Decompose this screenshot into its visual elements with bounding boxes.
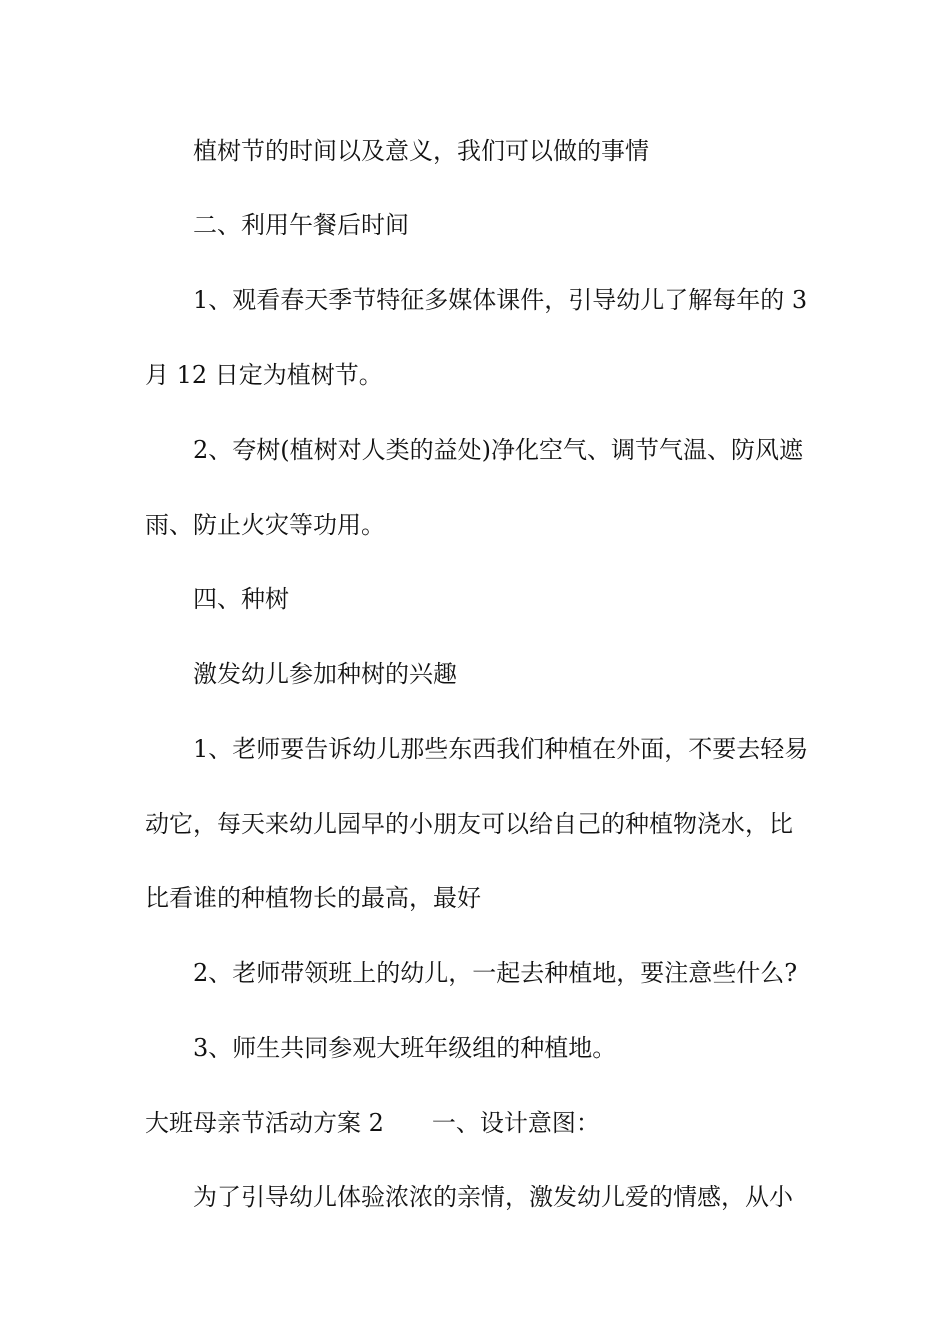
paragraph-line: 比看谁的种植物长的最高，最好 bbox=[145, 884, 481, 912]
paragraph-line: 激发幼儿参加种树的兴趣 bbox=[193, 660, 457, 688]
paragraph-line: 二、利用午餐后时间 bbox=[193, 211, 409, 239]
paragraph-line: 植树节的时间以及意义，我们可以做的事情 bbox=[193, 137, 649, 165]
paragraph-line: 雨、防止火灾等功用。 bbox=[145, 511, 385, 539]
section-heading-line bbox=[145, 1106, 810, 1140]
paragraph-line: 2、夸树(植树对人类的益处)净化空气、调节气温、防风遮 bbox=[193, 436, 803, 464]
section-subtitle: 一、设计意图： bbox=[431, 1109, 600, 1137]
paragraph-line: 为了引导幼儿体验浓浓的亲情，激发幼儿爱的情感，从小 bbox=[193, 1183, 793, 1211]
section-title: 大班母亲节活动方案 2 bbox=[145, 1109, 384, 1137]
paragraph-line: 3、师生共同参观大班年级组的种植地。 bbox=[193, 1034, 617, 1062]
paragraph-line: 1、老师要告诉幼儿那些东西我们种植在外面，不要去轻易 bbox=[193, 735, 809, 763]
paragraph-line: 动它，每天来幼儿园早的小朋友可以给自己的种植物浇水，比 bbox=[145, 810, 793, 838]
paragraph-line: 四、种树 bbox=[193, 585, 289, 613]
paragraph-line: 2、老师带领班上的幼儿，一起去种植地，要注意些什么? bbox=[193, 959, 798, 987]
paragraph-line: 月 12 日定为植树节。 bbox=[145, 361, 383, 389]
paragraph-line: 1、观看春天季节特征多媒体课件，引导幼儿了解每年的 3 bbox=[193, 286, 808, 314]
